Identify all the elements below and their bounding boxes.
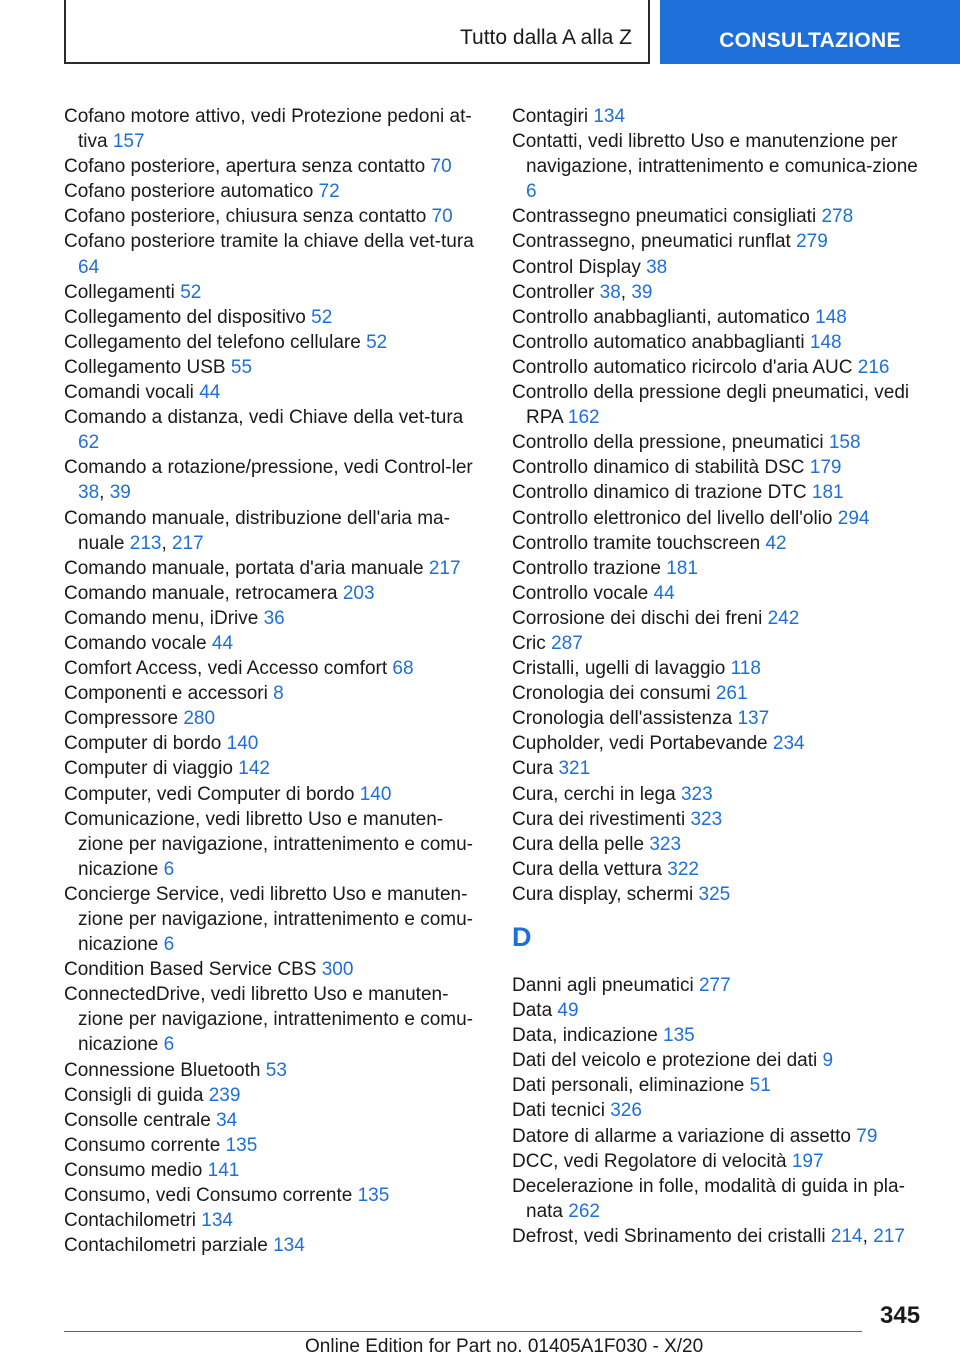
index-entry: Comando a rotazione/pressione, vedi Control-ler 38, 39 (64, 457, 473, 504)
index-entry-text: DCC, vedi Regolatore di velocità (512, 1150, 787, 1172)
index-entry-text: Consolle centrale (64, 1109, 211, 1131)
page-link[interactable]: 49 (557, 1000, 579, 1022)
index-entry-text: Controllo dinamico di stabilità DSC (512, 457, 805, 479)
index-entry (512, 1174, 924, 1224)
index-entry (512, 204, 924, 229)
page-link[interactable]: 140 (226, 733, 259, 755)
index-entry-text: Comandi vocali (64, 382, 194, 404)
index-entry (64, 380, 476, 405)
index-entry-text: Controllo elettronico del livello dell'olio (512, 507, 833, 529)
page-link[interactable]: 181 (811, 482, 844, 504)
index-entry (512, 756, 924, 781)
page-link[interactable]: 261 (715, 683, 748, 705)
index-entry-text: Cronologia dei consumi (512, 683, 711, 705)
index-group-d (512, 973, 924, 1249)
index-entry (512, 1124, 924, 1149)
index-entry (64, 982, 476, 1057)
index-entry-text: Contrassegno pneumatici consigliati (512, 206, 817, 228)
index-entry-text: Controllo dinamico di trazione DTC (512, 482, 807, 504)
page-link[interactable]: 294 (837, 507, 870, 529)
page-link[interactable]: 38 (78, 482, 100, 504)
page-link[interactable]: 325 (698, 883, 731, 905)
index-entry (64, 330, 476, 355)
index-entry-text: Cofano motore attivo, vedi Protezione pedoni at-tiva (64, 106, 472, 153)
page-link[interactable]: 55 (230, 356, 253, 378)
page-link[interactable]: 72 (318, 181, 340, 203)
index-entry-text: Comando menu, iDrive (64, 607, 259, 629)
index-entry (64, 556, 476, 581)
page-link[interactable]: 68 (392, 658, 414, 680)
index-entry (64, 1183, 476, 1208)
index-entry-text: Data, indicazione (512, 1025, 658, 1047)
page-link[interactable]: 203 (342, 582, 375, 604)
page-link[interactable]: 157 (112, 131, 145, 153)
index-entry-text: Cura della pelle (512, 833, 645, 855)
index-entry-text: Control Display (512, 256, 641, 278)
index-entry-text: Comando manuale, distribuzione dell'aria ma-nuale (64, 507, 450, 554)
section-letter-d: D (512, 922, 532, 952)
index-entry (512, 330, 924, 355)
index-entry-text: Comando manuale, portata d'aria manuale (64, 557, 424, 579)
index-entry (64, 229, 476, 279)
page-link[interactable]: 44 (199, 382, 221, 404)
index-entry (512, 1149, 924, 1174)
index-entry-text: Cofano posteriore tramite la chiave della vet-tura (64, 231, 474, 253)
page-link[interactable]: 79 (856, 1125, 878, 1147)
index-entry (64, 1208, 476, 1233)
footer-divider (64, 1331, 862, 1332)
index-entry (512, 104, 924, 129)
index-entry-text: Controllo anabbaglianti, automatico (512, 306, 810, 328)
page-link[interactable]: 279 (796, 231, 828, 253)
index-entry (512, 606, 924, 631)
page-link[interactable]: 280 (183, 708, 216, 730)
page-link[interactable]: 148 (815, 306, 847, 328)
index-entry-text: Controllo trazione (512, 557, 661, 579)
index-entry (512, 480, 924, 505)
index-entry-text: Dati tecnici (512, 1100, 605, 1122)
index-entry-text: Controllo tramite touchscreen (512, 532, 761, 554)
page-link[interactable]: 158 (828, 432, 861, 454)
page-link[interactable]: 39 (631, 281, 653, 303)
index-entry (64, 656, 476, 681)
index-group-c (512, 104, 924, 907)
index-entry-text: Controllo automatico anabbaglianti (512, 331, 805, 353)
index-entry-text: Comfort Access, vedi Accesso comfort (64, 658, 388, 680)
page-link[interactable]: 134 (201, 1210, 233, 1232)
page-link[interactable]: 53 (265, 1059, 287, 1081)
page-link[interactable]: 6 (163, 1034, 175, 1056)
index-entry (512, 706, 924, 731)
index-entry (64, 957, 476, 982)
page-link[interactable]: 148 (809, 331, 842, 353)
index-entry-text: Controllo vocale (512, 582, 649, 604)
index-entry (64, 405, 476, 455)
index-entry-text: Controllo automatico ricircolo d'aria AUC (512, 356, 853, 378)
index-entry (512, 681, 924, 706)
index-entry-text: Cupholder, vedi Portabevande (512, 733, 768, 755)
index-entry: Controller 38, 39 (512, 281, 653, 303)
index-entry-text: Controllo della pressione degli pneumatici, vedi RPA (512, 382, 910, 429)
index-entry-text: Cric (512, 632, 546, 654)
page-link[interactable]: 326 (610, 1100, 642, 1122)
index-entry (512, 355, 924, 380)
index-entry (512, 430, 924, 455)
index-entry (64, 782, 476, 807)
index-entry (64, 807, 476, 882)
page-link[interactable]: 64 (78, 256, 100, 278)
page-link[interactable]: 142 (238, 758, 270, 780)
index-entry-text: Cristalli, ugelli di lavaggio (512, 658, 726, 680)
page-link[interactable]: 214 (830, 1225, 863, 1247)
tab-label: CONSULTAZIONE (719, 29, 901, 52)
index-entry (512, 807, 924, 832)
index-column-left (64, 104, 476, 1258)
section-title: Tutto dalla A alla Z (460, 26, 632, 49)
page-link[interactable]: 137 (737, 708, 770, 730)
page-link[interactable]: 277 (698, 975, 731, 996)
page-link[interactable]: 51 (749, 1075, 771, 1097)
index-entry (512, 305, 924, 330)
index-entry-text: Consigli di guida (64, 1084, 204, 1106)
page-link[interactable]: 239 (208, 1084, 241, 1106)
index-entry (512, 380, 924, 430)
index-entry (64, 280, 476, 305)
index-entry-text: Contrassegno, pneumatici runflat (512, 231, 791, 253)
index-entry-text: Collegamenti (64, 281, 175, 303)
index-entry (64, 1108, 476, 1133)
index-entry (512, 506, 924, 531)
index-entry-text: Concierge Service, vedi libretto Uso e manuten-zione per navigazione, intrattenimento e comu-nicazione (64, 883, 474, 956)
page-link[interactable]: 242 (767, 607, 800, 629)
index-entry (64, 606, 476, 631)
index-entry-text: Cofano posteriore, chiusura senza contatto (64, 206, 427, 228)
index-entry-text: Cofano posteriore automatico (64, 181, 314, 203)
page-link[interactable]: 8 (273, 683, 284, 705)
index-entry-text: Cofano posteriore, apertura senza contatto (64, 156, 426, 178)
page-link[interactable]: 262 (568, 1200, 600, 1222)
index-entry (64, 631, 476, 656)
page-link[interactable]: 300 (321, 959, 354, 981)
index-entry-text: Dati del veicolo e protezione dei dati (512, 1050, 818, 1072)
page-link[interactable]: 9 (822, 1050, 834, 1072)
index-entry (512, 973, 924, 998)
index-entry-text: Cura (512, 758, 554, 780)
page-link[interactable]: 70 (431, 206, 453, 228)
index-entry (64, 731, 476, 756)
index-entry-text: Consumo corrente (64, 1134, 221, 1156)
index-entry: Comando manuale, distribuzione dell'aria ma-nuale 213, 217 (64, 507, 450, 554)
index-entry (512, 556, 924, 581)
index-entry (64, 706, 476, 731)
index-entry (64, 204, 476, 229)
index-entry: Defrost, vedi Sbrinamento dei cristalli 214, 217 (512, 1225, 905, 1247)
page-link[interactable]: 6 (163, 934, 175, 956)
index-entry-text: Condition Based Service CBS (64, 959, 317, 981)
index-entry-text: Contachilometri (64, 1210, 196, 1232)
index-entry (512, 455, 924, 480)
index-entry-text: Data (512, 1000, 553, 1022)
index-entry-text: Controller (512, 281, 595, 303)
page-link[interactable]: 52 (180, 281, 202, 303)
index-entry-text: Consumo medio (64, 1159, 203, 1181)
index-entry-text: Collegamento del telefono cellulare (64, 331, 361, 353)
page-link[interactable]: 162 (567, 407, 600, 429)
page-link[interactable]: 217 (428, 557, 461, 579)
page-link[interactable]: 135 (225, 1134, 258, 1156)
index-entry (64, 154, 476, 179)
page-link[interactable]: 323 (680, 783, 713, 805)
page-link[interactable]: 287 (551, 632, 583, 654)
page-link[interactable]: 38 (599, 281, 621, 303)
index-entry (512, 229, 924, 254)
index-entry (512, 882, 924, 907)
index-entry-text: Corrosione dei dischi dei freni (512, 607, 763, 629)
index-entry-text: Comando a rotazione/pressione, vedi Control-ler (64, 457, 473, 479)
index-entry (64, 756, 476, 781)
page-link[interactable]: 217 (172, 532, 204, 554)
index-entry (512, 531, 924, 556)
page-link[interactable]: 36 (263, 607, 285, 629)
page-link[interactable]: 42 (765, 532, 787, 554)
page-link[interactable]: 179 (809, 457, 842, 479)
index-entry-text: Connessione Bluetooth (64, 1059, 261, 1081)
index-entry (64, 104, 476, 154)
page-link[interactable]: 62 (78, 432, 100, 454)
index-entry-text: Computer di bordo (64, 733, 222, 755)
page-link[interactable]: 141 (207, 1159, 240, 1181)
page-link[interactable]: 52 (311, 306, 333, 328)
index-entry (64, 179, 476, 204)
footer-edition: Online Edition for Part no. 01405A1F030 - X/20 (305, 1336, 704, 1357)
page-link[interactable]: 181 (666, 557, 698, 579)
page-link[interactable]: 213 (129, 532, 162, 554)
index-entry-text: Cura display, schermi (512, 883, 694, 905)
page-link[interactable]: 135 (357, 1185, 390, 1207)
page-link[interactable]: 135 (663, 1025, 695, 1047)
page-link[interactable]: 323 (690, 808, 723, 830)
index-entry-text: Componenti e accessori (64, 683, 268, 705)
index-entry-text: Decelerazione in folle, modalità di guida in pla-nata (512, 1175, 905, 1222)
index-entry (512, 581, 924, 606)
index-entry-text: Compressore (64, 708, 179, 730)
page-link[interactable]: 134 (273, 1235, 305, 1257)
index-entry-text: Collegamento USB (64, 356, 226, 378)
index-entry-text: Comando a distanza, vedi Chiave della vet-tura (64, 407, 464, 429)
page-link[interactable]: 197 (791, 1150, 824, 1172)
page-number: 345 (880, 1302, 921, 1329)
index-entry (512, 1048, 924, 1073)
index-entry-text: Cronologia dell'assistenza (512, 708, 733, 730)
index-entry (512, 857, 924, 882)
index-entry-text: Danni agli pneumatici (512, 975, 694, 996)
index-entry (64, 681, 476, 706)
index-entry-text: Cura dei rivestimenti (512, 808, 686, 830)
index-entry-text: Datore di allarme a variazione di assetto (512, 1125, 852, 1147)
page-link[interactable]: 44 (211, 632, 234, 654)
page-link[interactable]: 322 (667, 858, 699, 880)
index-column-right (512, 104, 924, 1249)
index-entry-text: Defrost, vedi Sbrinamento dei cristalli (512, 1225, 826, 1247)
index-entry (512, 998, 924, 1023)
page-link[interactable]: 134 (593, 106, 626, 127)
page-link[interactable]: 34 (216, 1109, 238, 1131)
index-entry (64, 1233, 476, 1258)
index-entry-text: Controllo della pressione, pneumatici (512, 432, 824, 454)
index-entry (512, 255, 924, 280)
index-entry (512, 129, 924, 204)
index-entry (64, 1133, 476, 1158)
page-link[interactable]: 52 (366, 331, 388, 353)
page-link[interactable]: 70 (430, 156, 452, 178)
page-link[interactable]: 216 (857, 356, 890, 378)
index-entry (512, 832, 924, 857)
index-entry-text: Contachilometri parziale (64, 1235, 268, 1257)
index-entry-text: Cura della vettura (512, 858, 662, 880)
index-entry-text: Comando vocale (64, 632, 207, 654)
page-link[interactable]: 321 (558, 758, 591, 780)
index-entry-text: Cura, cerchi in lega (512, 783, 676, 805)
page-link[interactable]: 6 (163, 858, 175, 880)
index-entry (512, 1098, 924, 1123)
index-entry-text: Dati personali, eliminazione (512, 1075, 745, 1097)
page-link[interactable]: 118 (730, 658, 761, 680)
page-link[interactable]: 278 (821, 206, 854, 228)
index-entry (512, 731, 924, 756)
index-entry (512, 656, 924, 681)
page-link[interactable]: 44 (653, 582, 675, 604)
index-entry (512, 1073, 924, 1098)
index-entry-text: Consumo, vedi Consumo corrente (64, 1185, 353, 1207)
index-entry (64, 305, 476, 330)
index-entry (512, 1023, 924, 1048)
page-link[interactable]: 217 (873, 1225, 905, 1247)
page-link[interactable]: 39 (109, 482, 131, 504)
index-entry (64, 1083, 476, 1108)
index-entry-text: Comunicazione, vedi libretto Uso e manuten-zione per navigazione, intrattenimento e comu-nicazione (64, 808, 474, 880)
index-entry (512, 631, 924, 656)
page-link[interactable]: 38 (646, 256, 668, 278)
index-entry-text: Comando manuale, retrocamera (64, 582, 338, 604)
index-entry (64, 581, 476, 606)
index-entry (64, 1158, 476, 1183)
index-entry-text: Contatti, vedi libretto Uso e manutenzione per navigazione, intrattenimento e comunica-zione (512, 131, 918, 178)
index-entry-text: Computer, vedi Computer di bordo (64, 783, 355, 805)
tab-consultazione[interactable] (660, 0, 960, 64)
index-entry (64, 355, 476, 380)
page-link[interactable]: 140 (359, 783, 392, 805)
index-entry-text: Collegamento del dispositivo (64, 306, 306, 328)
index-entry (64, 1058, 476, 1083)
index-entry-text: ConnectedDrive, vedi libretto Uso e manuten-zione per navigazione, intrattenimento e comu-nicazione (64, 984, 474, 1056)
index-entry-text: Computer di viaggio (64, 758, 233, 780)
index-entry-text: Contagiri (512, 106, 589, 127)
index-entry (64, 882, 476, 957)
page-link[interactable]: 234 (772, 733, 805, 755)
index-entry (512, 782, 924, 807)
page-link[interactable]: 323 (649, 833, 682, 855)
page-link[interactable]: 6 (526, 181, 537, 203)
